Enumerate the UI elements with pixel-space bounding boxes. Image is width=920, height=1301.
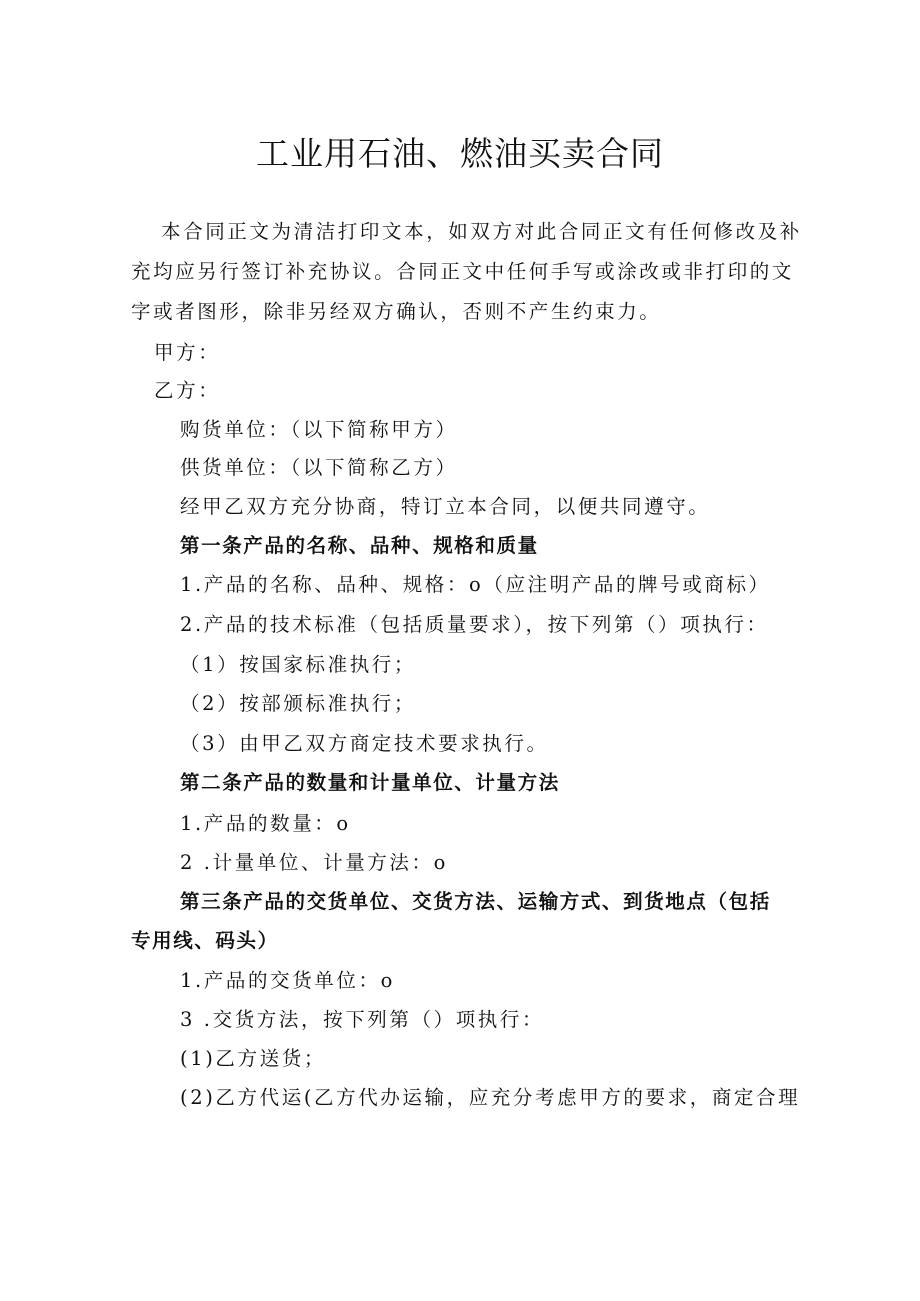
article-1-option-3: （3）由甲乙双方商定技术要求执行。 [180,732,549,755]
party-a-label: 甲方： [154,341,221,364]
article-1-item-1: 1.产品的名称、品种、规格：o（应注明产品的牌号或商标） [180,573,771,596]
buyer-line: 购货单位：（以下简称甲方） [180,418,458,441]
article-3-item-1: 1.产品的交货单位：o [180,969,395,992]
party-b-label: 乙方： [154,379,221,402]
article-1-heading: 第一条产品的名称、品种、规格和质量 [180,534,539,557]
article-2-item-2: 2 .计量单位、计量方法：o [180,851,448,874]
agreement-line: 经甲乙双方充分协商，特订立本合同，以便共同遵守。 [180,495,711,518]
article-1-option-1: （1）按国家标准执行； [180,653,417,676]
article-3-heading-line-1: 第三条产品的交货单位、交货方法、运输方式、到货地点（包括 [180,890,771,913]
supplier-line: 供货单位：（以下简称乙方） [180,456,458,479]
article-2-item-1: 1.产品的数量：o [180,812,351,835]
article-1-option-2: （2）按部颁标准执行； [180,692,417,715]
intro-line-1: 本合同正文为清洁打印文本，如双方对此合同正文有任何修改及补 [161,220,802,243]
article-2-heading: 第二条产品的数量和计量单位、计量方法 [180,771,560,794]
intro-line-2: 充均应另行签订补充协议。合同正文中任何手写或涂改或非打印的文 [131,260,795,283]
article-3-item-3: 3 .交货方法，按下列第（）项执行： [180,1008,545,1031]
article-3-heading-line-2: 专用线、码头） [131,929,279,952]
document-title: 工业用石油、燃油买卖合同 [256,134,664,173]
article-3-option-2: (2)乙方代运(乙方代办运输，应充分考虑甲方的要求，商定合理 [180,1086,801,1109]
article-3-option-1: (1)乙方送货； [180,1047,326,1070]
intro-line-3: 字或者图形，除非另经双方确认，否则不产生约束力。 [131,300,662,323]
article-1-item-2: 2.产品的技术标准（包括质量要求），按下列第（）项执行： [180,613,769,636]
